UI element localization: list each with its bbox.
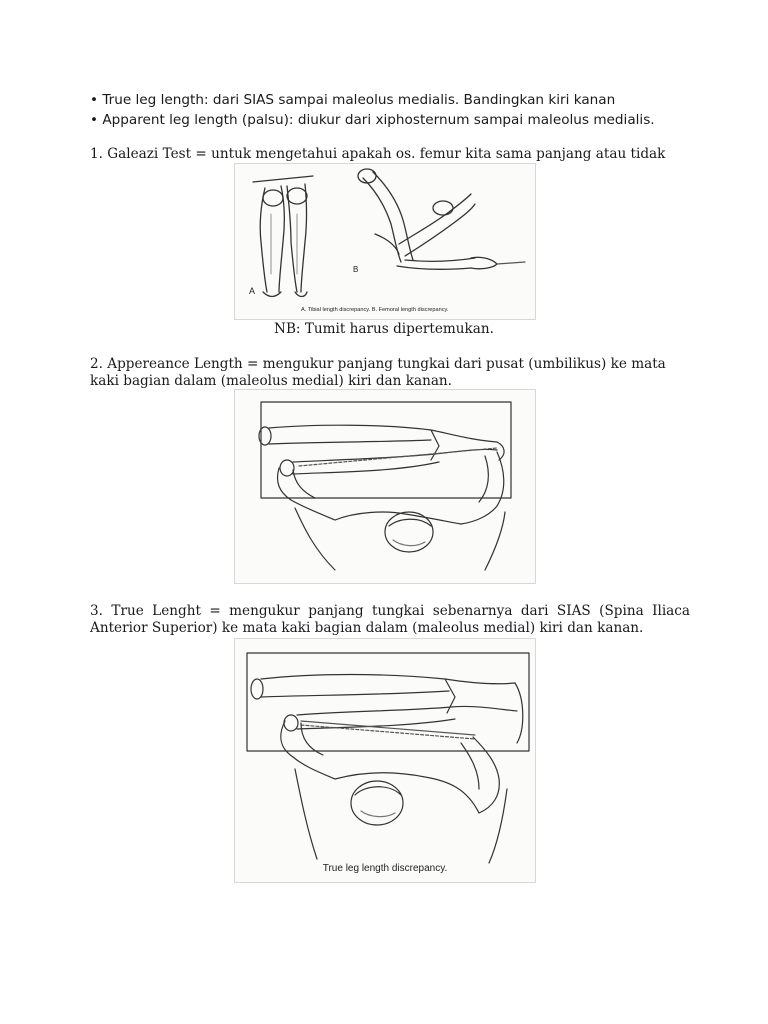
- bullet-list: [90, 90, 690, 130]
- section-3-heading: 3. True Lenght = mengukur panjang tungkai sebenarnya dari SIAS (Spina Iliaca Anterior Superior) ke mata kaki bagian dalam (maleolus medial) kiri dan kanan.: [90, 603, 690, 636]
- note-heels-together: NB: Tumit harus dipertemukan.: [274, 321, 494, 337]
- true-length-illustration: [235, 639, 535, 882]
- apparent-length-figure: [234, 389, 536, 584]
- figure-caption-true-length: True leg length discrepancy.: [322, 863, 448, 874]
- galeazzi-test-figure: [234, 163, 536, 320]
- figure-caption-galeazzi: A. Tibial length discrepancy. B. Femoral length discrepancy.: [301, 307, 449, 313]
- figure-label-a: A: [249, 286, 256, 296]
- section-1-heading: 1. Galeazi Test = untuk mengetahui apakah os. femur kita sama panjang atau tidak: [90, 146, 666, 162]
- section-2-heading: 2. Appereance Length = mengukur panjang tungkai dari pusat (umbilikus) ke mata kaki bagian dalam (maleolus medial) kiri dan kanan.: [90, 356, 666, 389]
- figure-label-b: B: [353, 265, 359, 274]
- bullet-true-leg-length: • True leg length: dari SIAS sampai maleolus medialis. Bandingkan kiri kanan: [90, 92, 616, 108]
- galeazzi-illustration: [235, 164, 535, 319]
- apparent-length-illustration: [235, 390, 535, 583]
- bullet-apparent-leg-length: • Apparent leg length (palsu): diukur dari xiphosternum sampai maleolus medialis.: [90, 112, 655, 128]
- true-length-figure: [234, 638, 536, 883]
